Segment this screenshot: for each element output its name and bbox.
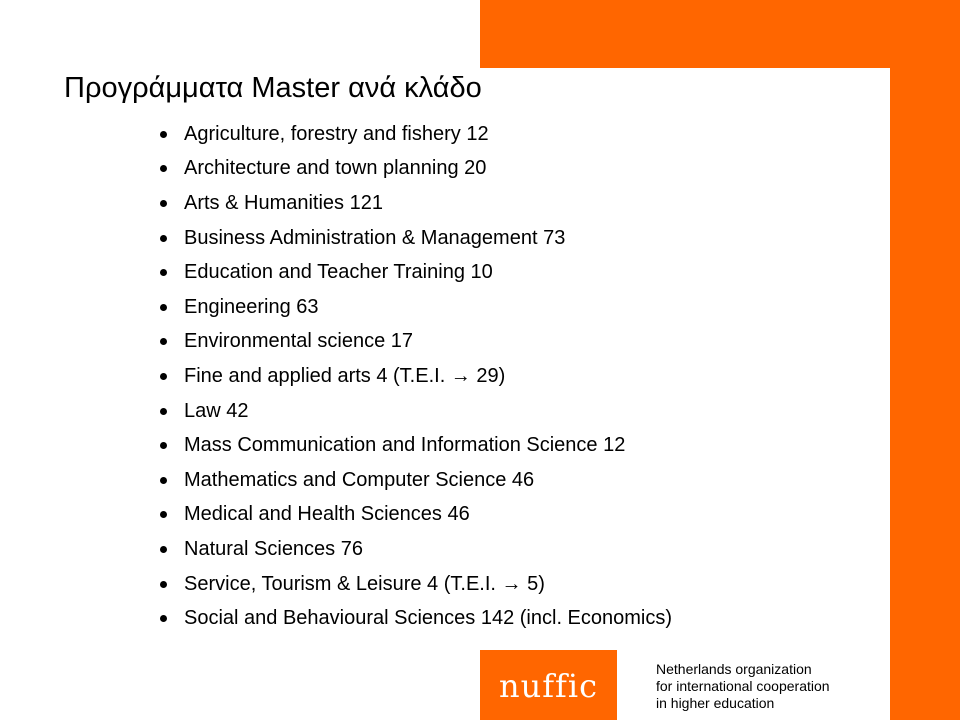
list-item [160,186,672,221]
bullet-icon [160,165,167,172]
list-item-text: Mass Communication and Information Science 12 [184,434,626,457]
bullet-icon [160,200,167,207]
list-item-text: Natural Sciences 76 [184,537,363,560]
bullet-icon [160,235,167,242]
list-item [160,532,672,567]
list-item [160,601,672,636]
list-item [160,117,672,152]
bullet-icon [160,581,167,588]
program-list [160,117,672,636]
list-item-text: Social and Behavioural Sciences 142 (incl. Economics) [184,607,673,630]
bullet-icon [160,408,167,415]
nuffic-logo [480,650,617,720]
slide-title: Προγράμματα Master ανά κλάδο [64,72,482,104]
list-item [160,359,672,394]
list-item-text: Mathematics and Computer Science 46 [184,468,535,491]
list-item-text: Engineering 63 [184,295,319,318]
list-item [160,498,672,533]
list-item [160,428,672,463]
list-item-text: Business Administration & Management 73 [184,226,566,249]
list-item-text: Service, Tourism & Leisure 4 (T.E.I. → 5) [184,572,545,595]
list-item [160,567,672,602]
bullet-icon [160,615,167,622]
list-item-text: Fine and applied arts 4 (T.E.I. → 29) [184,364,506,387]
list-item-text: Education and Teacher Training 10 [184,261,493,284]
bullet-icon [160,373,167,380]
list-item [160,255,672,290]
organization-description [656,661,830,712]
list-item [160,221,672,256]
bullet-icon [160,269,167,276]
list-item-text: Medical and Health Sciences 46 [184,503,470,526]
bullet-icon [160,304,167,311]
list-item-text: Law 42 [184,399,249,422]
list-item-text: Environmental science 17 [184,330,414,353]
bullet-icon [160,442,167,449]
org-line: Netherlands organization [656,661,812,677]
bullet-icon [160,477,167,484]
bullet-icon [160,546,167,553]
bullet-icon [160,338,167,345]
list-item-text: Architecture and town planning 20 [184,157,487,180]
list-item [160,290,672,325]
list-item [160,325,672,360]
orange-header-band [480,0,960,68]
logo-text: nuffic [498,667,599,705]
orange-side-band [890,0,960,720]
bullet-icon [160,131,167,138]
bullet-icon [160,511,167,518]
list-item [160,152,672,187]
list-item [160,463,672,498]
org-line: for international cooperation [656,678,830,694]
list-item [160,394,672,429]
list-item-text: Arts & Humanities 121 [184,191,383,214]
list-item-text: Agriculture, forestry and fishery 12 [184,122,489,145]
org-line: in higher education [656,695,775,711]
